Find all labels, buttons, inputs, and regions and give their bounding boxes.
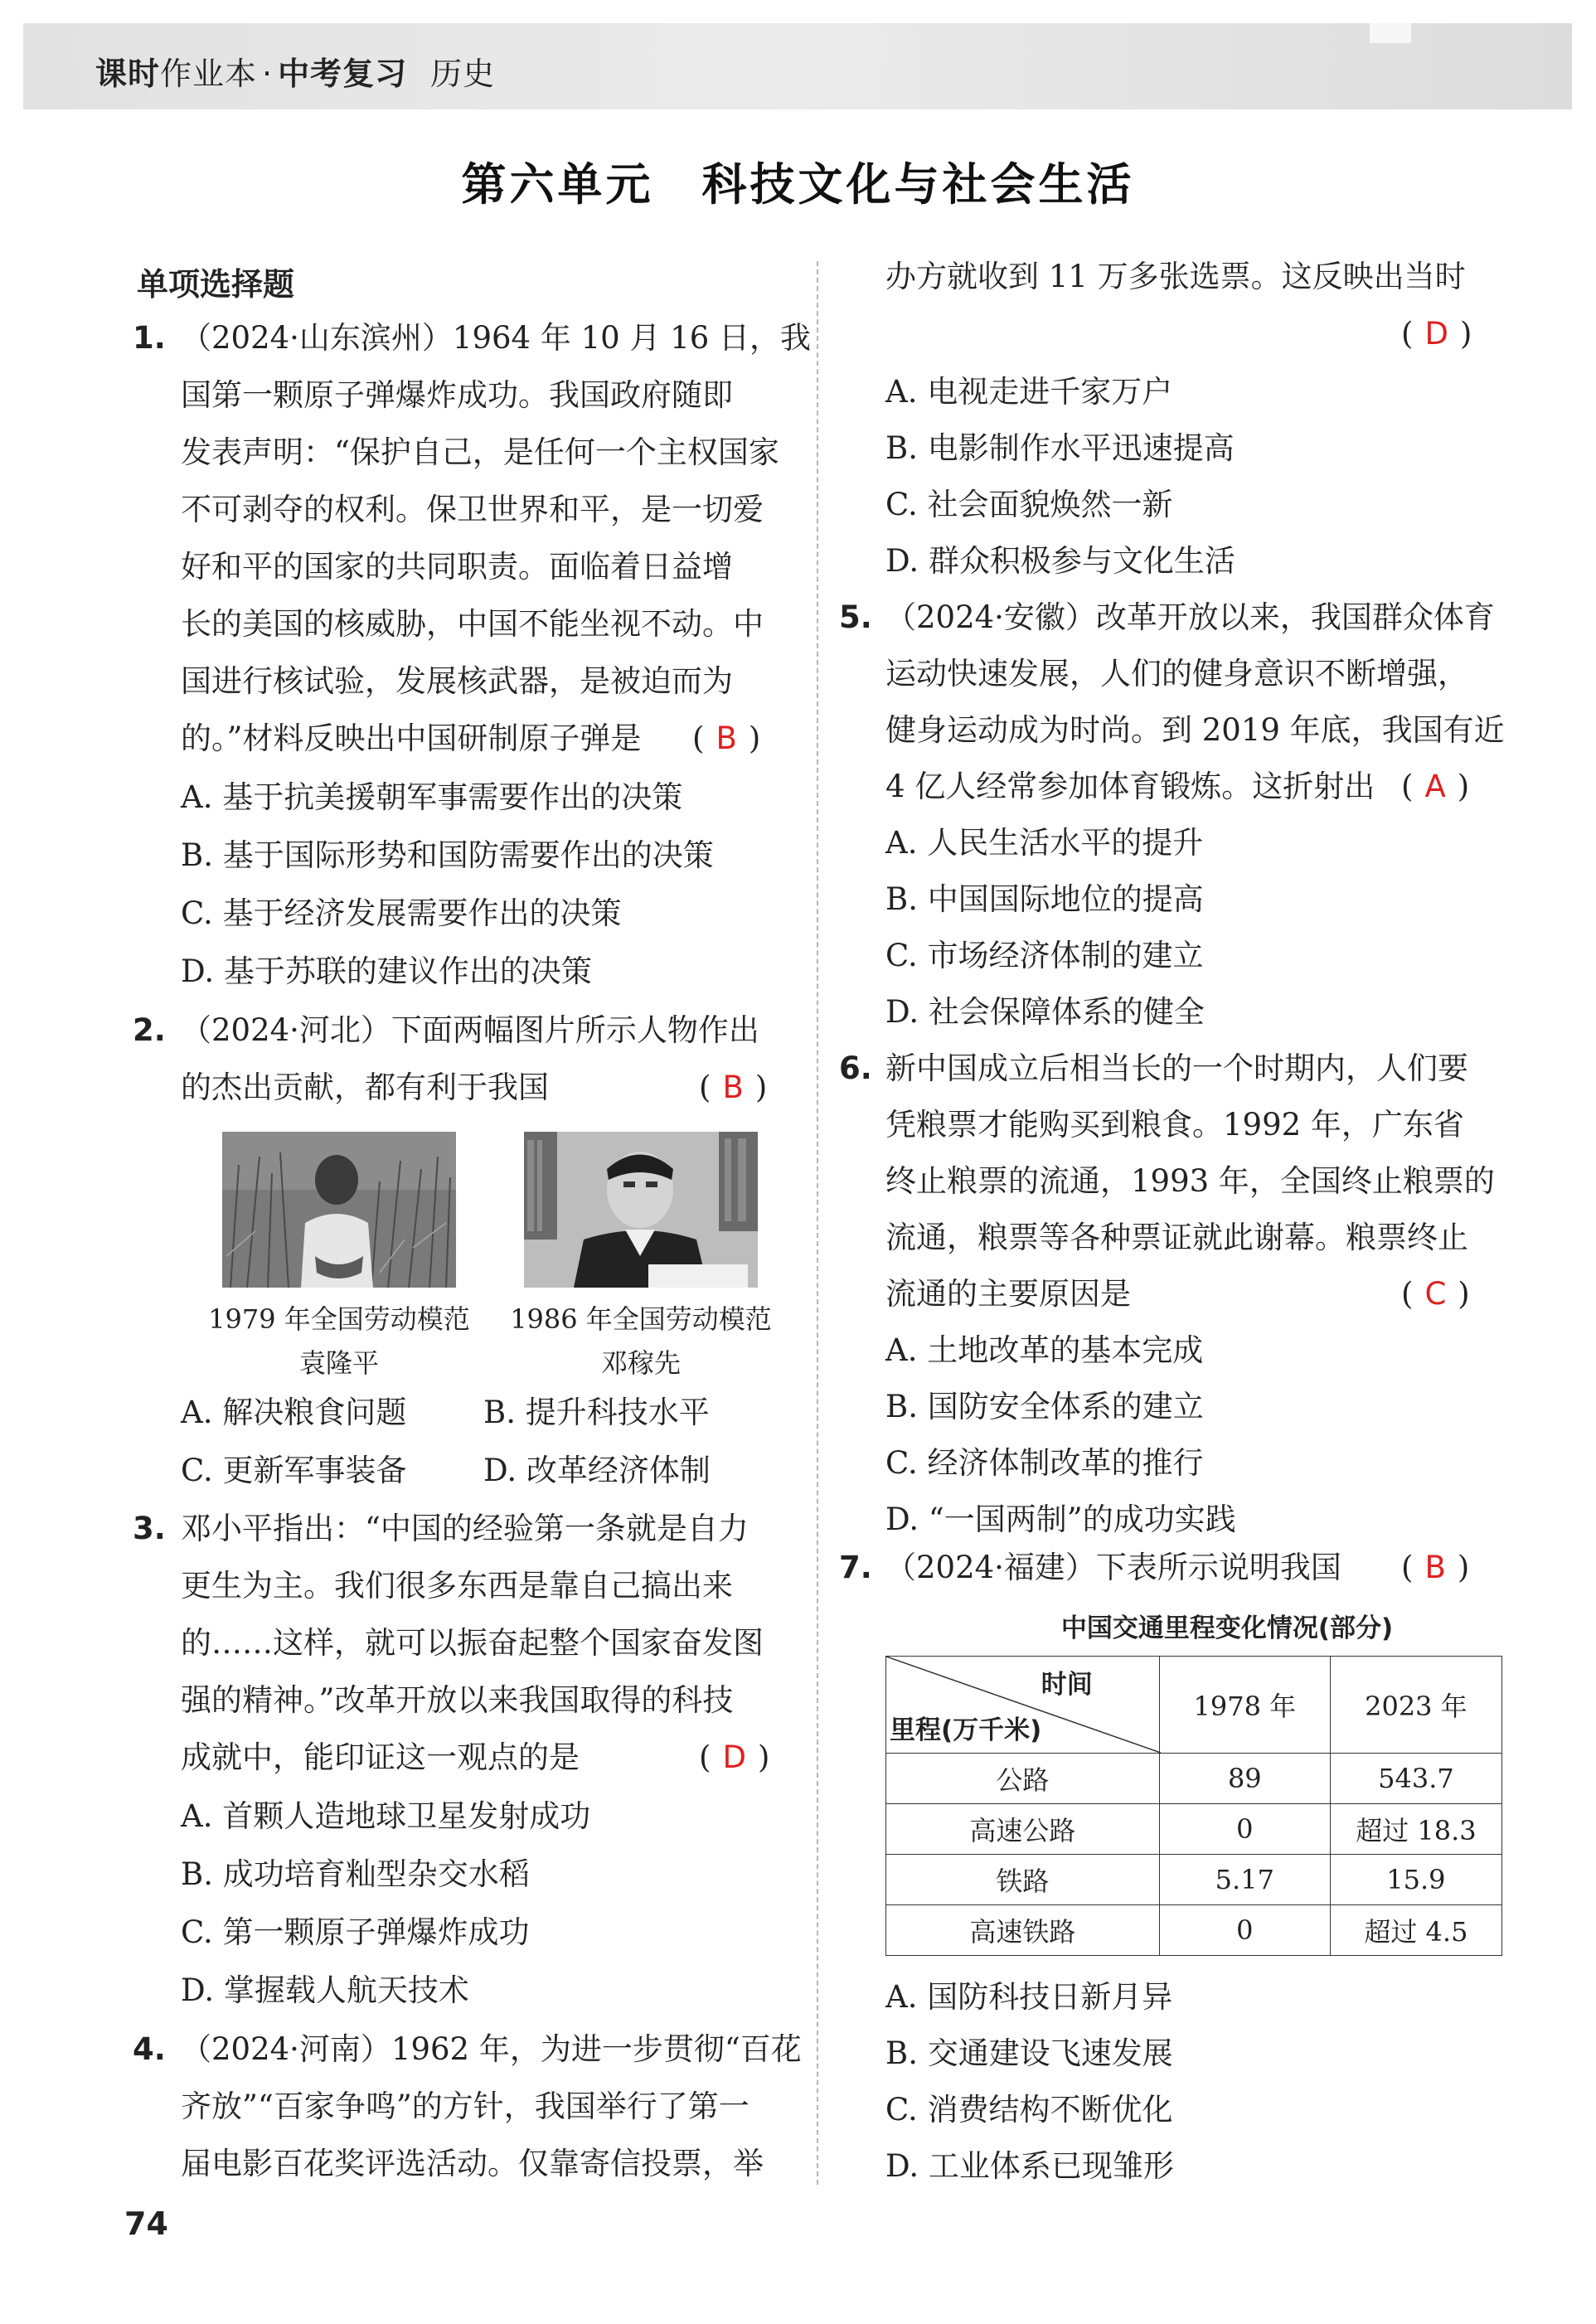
brand-part1: 课时 bbox=[95, 56, 161, 92]
question-number: 3. bbox=[133, 1511, 166, 1546]
cell-2023: 15.9 bbox=[1330, 1855, 1501, 1905]
option-c: C. 第一颗原子弹爆炸成功 bbox=[181, 1914, 530, 1950]
answer-bracket: ( D ) bbox=[699, 1739, 770, 1775]
question-text-line: 流通的主要原因是 bbox=[885, 1276, 1131, 1312]
question-text-line: 邓小平指出：“中国的经验第一条就是自力 bbox=[181, 1511, 749, 1546]
question-text-line: （2024·安徽）改革开放以来，我国群众体育 bbox=[885, 599, 1495, 635]
question-number: 2. bbox=[133, 1012, 166, 1048]
question-number: 4. bbox=[133, 2031, 166, 2067]
question-text-line: （2024·河南）1962 年，为进一步贯彻“百花 bbox=[181, 2031, 802, 2067]
question-number: 7. bbox=[839, 1550, 872, 1585]
question-text-line: （2024·河北）下面两幅图片所示人物作出 bbox=[181, 1012, 759, 1048]
option-d: D. 基于苏联的建议作出的决策 bbox=[181, 953, 592, 989]
row-name: 铁路 bbox=[886, 1855, 1160, 1905]
subject-name: 历史 bbox=[430, 56, 496, 92]
answer-mark: A bbox=[1424, 769, 1446, 804]
row-name: 高速铁路 bbox=[886, 1905, 1160, 1956]
table-title: 中国交通里程变化情况(部分) bbox=[1060, 1613, 1394, 1643]
question-text-line: 新中国成立后相当长的一个时期内，人们要 bbox=[885, 1050, 1468, 1086]
question-text-line: 的。”材料反映出中国研制原子弹是 bbox=[181, 720, 642, 756]
answer-mark: D bbox=[1424, 316, 1448, 352]
option-a: A. 基于抗美援朝军事需要作出的决策 bbox=[181, 779, 683, 815]
brand-part2: 作业本 bbox=[160, 56, 258, 92]
question-text-line: 好和平的国家的共同职责。面临着日益增 bbox=[181, 549, 733, 585]
question-text-line: 的……这样，就可以振奋起整个国家奋发图 bbox=[181, 1625, 764, 1661]
cell-1978: 0 bbox=[1159, 1804, 1330, 1855]
option-c: C. 经济体制改革的推行 bbox=[885, 1445, 1204, 1481]
question-number: 1. bbox=[133, 320, 166, 356]
option-d: D. 掌握载人航天技术 bbox=[181, 1972, 469, 2008]
question-text-line: 国第一颗原子弹爆炸成功。我国政府随即 bbox=[181, 377, 733, 413]
row-name: 公路 bbox=[886, 1754, 1160, 1804]
question-number: 5. bbox=[839, 599, 872, 635]
page-number: 74 bbox=[124, 2205, 168, 2242]
question-text-line: 强的精神。”改革开放以来我国取得的科技 bbox=[181, 1682, 734, 1718]
question-number: 6. bbox=[839, 1050, 872, 1086]
option-a: A. 电视走进千家万户 bbox=[885, 374, 1173, 410]
option-d: D. “一国两制”的成功实践 bbox=[885, 1502, 1236, 1537]
option-a: A. 解决粮食问题 bbox=[181, 1395, 407, 1430]
question-text-line: 流通，粮票等各种票证就此谢幕。粮票终止 bbox=[885, 1220, 1468, 1255]
cell-1978: 89 bbox=[1159, 1754, 1330, 1804]
option-c: C. 社会面貌焕然一新 bbox=[885, 487, 1173, 522]
option-b: B. 基于国际形势和国防需要作出的决策 bbox=[181, 837, 714, 873]
caption-name: 袁隆平 bbox=[298, 1346, 379, 1379]
caption-line: 1979 年全国劳动模范 bbox=[208, 1303, 470, 1335]
question-text-line: 长的美国的核威胁，中国不能坐视不动。中 bbox=[181, 606, 764, 642]
option-c: C. 更新军事装备 bbox=[181, 1453, 407, 1488]
question-text-line: 凭粮票才能购买到粮食。1992 年，广东省 bbox=[885, 1107, 1464, 1143]
answer-mark: D bbox=[722, 1739, 746, 1775]
option-a: A. 土地改革的基本完成 bbox=[885, 1332, 1204, 1368]
cell-2023: 超过 18.3 bbox=[1330, 1804, 1501, 1855]
cell-1978: 5.17 bbox=[1159, 1855, 1330, 1905]
option-d: D. 工业体系已现雏形 bbox=[885, 2148, 1174, 2184]
answer-bracket: ( A ) bbox=[1401, 769, 1470, 804]
column-divider bbox=[817, 261, 818, 2185]
caption-line: 1986 年全国劳动模范 bbox=[510, 1303, 772, 1335]
option-b: B. 电影制作水平迅速提高 bbox=[885, 430, 1235, 466]
diagonal-header-cell bbox=[886, 1657, 1160, 1754]
table-row bbox=[886, 1804, 1502, 1855]
question-text-line: 成就中，能印证这一观点的是 bbox=[181, 1739, 580, 1775]
table-row bbox=[886, 1855, 1502, 1905]
table-header-row bbox=[886, 1657, 1502, 1754]
answer-mark: B bbox=[722, 1070, 744, 1105]
answer-mark: C bbox=[1424, 1276, 1447, 1312]
cell-1978: 0 bbox=[1159, 1905, 1330, 1956]
series-name: 中考复习 bbox=[278, 56, 408, 92]
header-time: 时间 bbox=[1041, 1670, 1093, 1700]
header-dot: · bbox=[262, 56, 274, 92]
photo-deng-jiaxian bbox=[524, 1132, 758, 1288]
book-header bbox=[95, 48, 495, 94]
answer-mark: B bbox=[716, 720, 737, 756]
option-a: A. 首颗人造地球卫星发射成功 bbox=[181, 1798, 591, 1834]
option-b: B. 成功培育籼型杂交水稻 bbox=[181, 1856, 530, 1892]
question-text-line: 齐放”“百家争鸣”的方针，我国举行了第一 bbox=[181, 2089, 749, 2124]
option-d: D. 群众积极参与文化生活 bbox=[885, 543, 1235, 579]
question-text-line: 的杰出贡献，都有利于我国 bbox=[181, 1070, 549, 1105]
rice-field-photo-icon bbox=[222, 1132, 456, 1288]
section-title: 单项选择题 bbox=[137, 266, 295, 303]
cell-2023: 超过 4.5 bbox=[1330, 1905, 1501, 1956]
question-text-line: 终止粮票的流通，1993 年，全国终止粮票的 bbox=[885, 1163, 1495, 1199]
option-b: B. 交通建设飞速发展 bbox=[885, 2035, 1173, 2071]
cell-2023: 543.7 bbox=[1330, 1754, 1501, 1804]
answer-bracket: ( B ) bbox=[692, 720, 761, 756]
unit-title: 第六单元 科技文化与社会生活 bbox=[461, 158, 1135, 211]
table-row bbox=[886, 1754, 1502, 1804]
option-b: B. 提升科技水平 bbox=[483, 1395, 710, 1430]
question-text-line: 办方就收到 11 万多张选票。这反映出当时 bbox=[885, 259, 1466, 294]
portrait-photo-icon bbox=[524, 1132, 758, 1288]
caption-name: 邓稼先 bbox=[600, 1346, 681, 1379]
answer-bracket: ( B ) bbox=[1401, 1550, 1470, 1585]
question-text-line: 届电影百花奖评选活动。仅靠寄信投票，举 bbox=[181, 2146, 764, 2181]
option-c: C. 市场经济体制的建立 bbox=[885, 938, 1204, 973]
question-text-line: 运动快速发展，人们的健身意识不断增强， bbox=[885, 656, 1468, 691]
question-text-line: 国进行核试验，发展核武器，是被迫而为 bbox=[181, 663, 733, 699]
option-a: A. 国防科技日新月异 bbox=[885, 1979, 1173, 2015]
question-text-line: 健身运动成为时尚。到 2019 年底，我国有近 bbox=[885, 712, 1505, 748]
option-d: D. 社会保障体系的健全 bbox=[885, 994, 1205, 1030]
answer-mark: B bbox=[1424, 1550, 1446, 1585]
question-text-line: （2024·福建）下表所示说明我国 bbox=[885, 1550, 1341, 1585]
row-name: 高速公路 bbox=[886, 1804, 1160, 1855]
header-year-1978: 1978 年 bbox=[1159, 1657, 1330, 1754]
photo-caption-2 bbox=[504, 1298, 778, 1385]
header-mileage: 里程(万千米) bbox=[890, 1715, 1042, 1745]
option-c: C. 基于经济发展需要作出的决策 bbox=[181, 895, 622, 931]
mileage-table bbox=[885, 1656, 1502, 1956]
question-text-line: （2024·山东滨州）1964 年 10 月 16 日，我 bbox=[181, 320, 812, 356]
answer-bracket: ( C ) bbox=[1401, 1276, 1470, 1312]
question-text-line: 更生为主。我们很多东西是靠自己搞出来 bbox=[181, 1568, 733, 1604]
header-year-2023: 2023 年 bbox=[1330, 1657, 1501, 1754]
header-decoration bbox=[1370, 23, 1411, 43]
option-a: A. 人民生活水平的提升 bbox=[885, 825, 1204, 861]
option-b: B. 中国国际地位的提高 bbox=[885, 881, 1204, 917]
option-c: C. 消费结构不断优化 bbox=[885, 2092, 1173, 2128]
table-row bbox=[886, 1905, 1502, 1956]
answer-bracket: ( D ) bbox=[1401, 316, 1472, 352]
question-text-line: 发表声明：“保护自己，是任何一个主权国家 bbox=[181, 434, 779, 470]
question-text-line: 4 亿人经常参加体育锻炼。这折射出 bbox=[885, 769, 1375, 804]
option-d: D. 改革经济体制 bbox=[483, 1453, 711, 1488]
answer-bracket: ( B ) bbox=[699, 1070, 768, 1105]
question-text-line: 不可剥夺的权利。保卫世界和平，是一切爱 bbox=[181, 492, 764, 527]
photo-caption-1 bbox=[202, 1298, 476, 1385]
photo-yuan-longping bbox=[222, 1132, 456, 1288]
option-b: B. 国防安全体系的建立 bbox=[885, 1389, 1204, 1424]
